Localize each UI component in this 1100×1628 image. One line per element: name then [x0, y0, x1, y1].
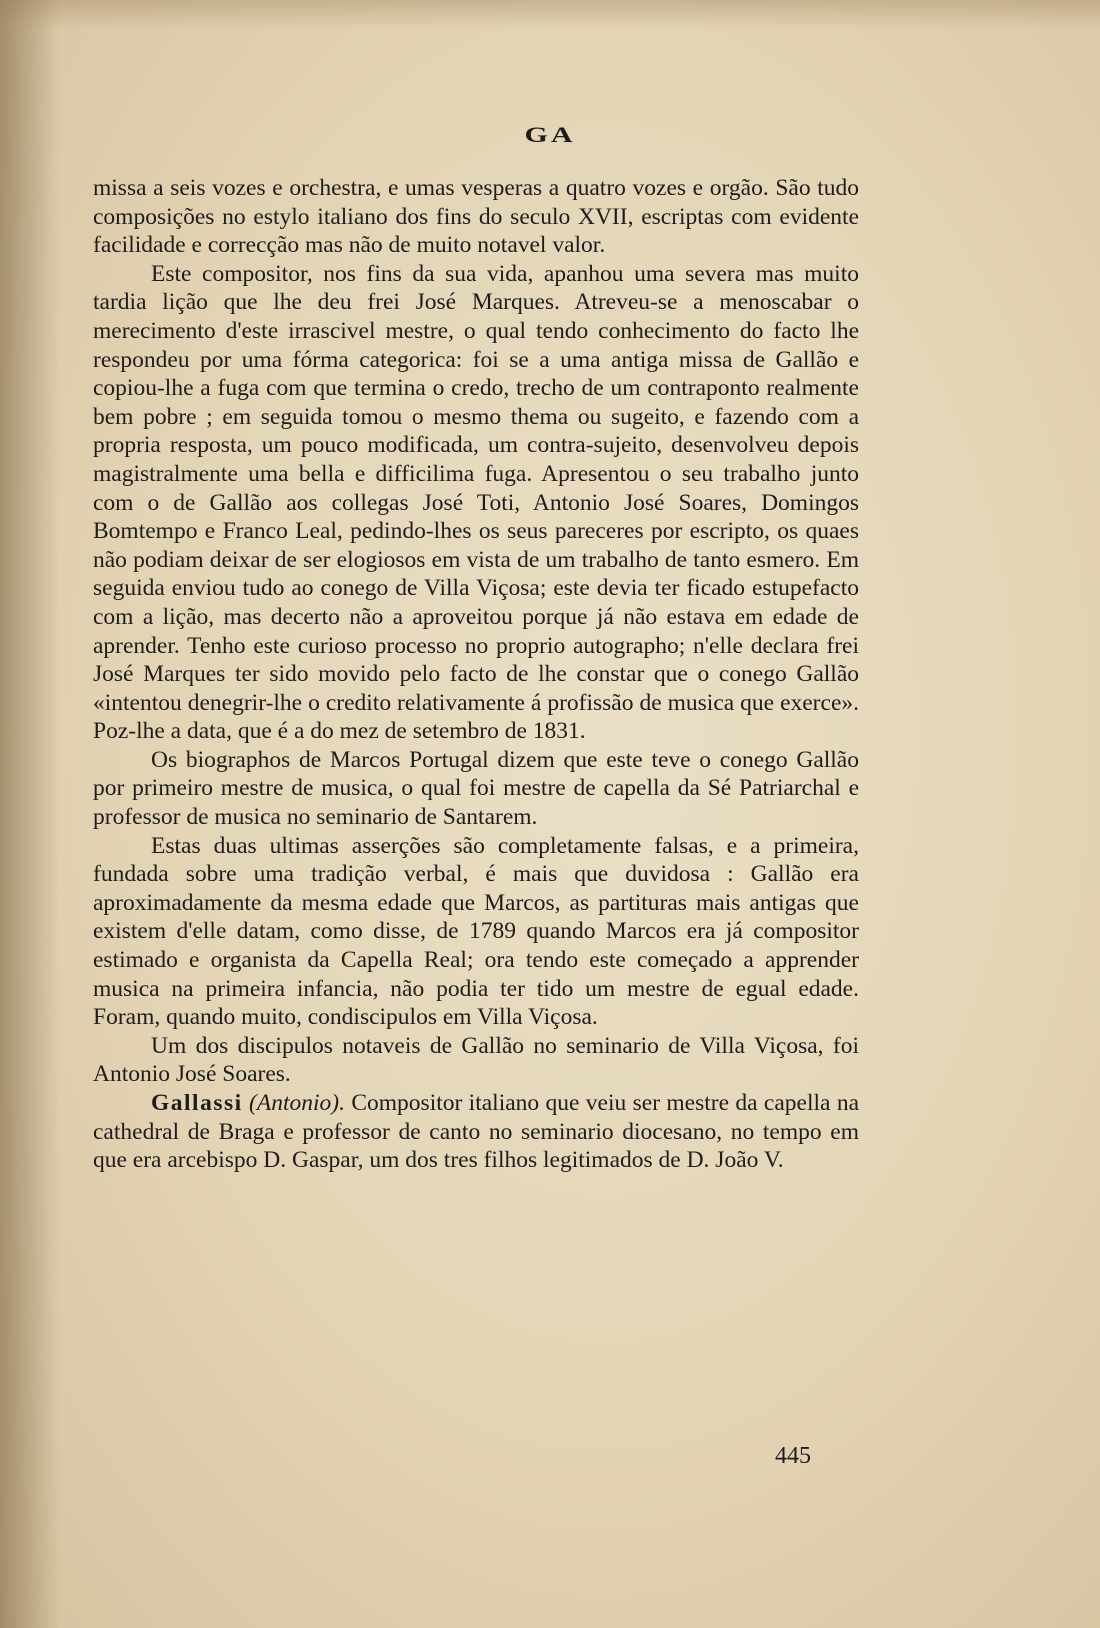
top-edge-shadow — [0, 0, 1100, 30]
entry-subname: (Antonio). — [249, 1090, 345, 1116]
entry-text: Compositor italiano que veiu ser mestre da capella na cathedral de Braga e professor de canto no seminario diocesano, no tempo em que era arcebispo D. Gaspar, um dos tres filhos legitimados de D. João V. — [93, 1090, 859, 1174]
running-header: GA — [524, 122, 576, 147]
dictionary-entry — [93, 1089, 859, 1175]
paragraph-2: Este compositor, nos fins da sua vida, apanhou uma severa mas muito tardia lição que lhe deu frei José Marques. Atreveu-se a menoscabar o merecimento d'este irrascivel mestre, o qual tendo conhecimento do facto lhe respondeu por uma fórma categorica: foi se a uma antiga missa de Gallão e copiou-lhe a fuga com que termina o credo, trecho de um contraponto realmente bem pobre ; em seguida tomou o mesmo thema ou sugeito, e fazendo com a propria resposta, um pouco modificada, um contra-sujeito, desenvolveu depois magistralmente uma bella e difficilima fuga. Apresentou o seu trabalho junto com o de Gallão aos collegas José Toti, Antonio José Soares, Domingos Bomtempo e Franco Leal, pedindo-lhes os seus pareceres por escripto, os quaes não podiam deixar de ser elogiosos em vista de um trabalho de tanto esmero. Em seguida enviou tudo ao conego de Villa Viçosa; este devia ter ficado estupefacto com a lição, mas decerto não a aproveitou porque já não estava em edade de aprender. Tenho este curioso processo no proprio autographo; n'elle declara frei José Marques ter sido movido pelo facto de lhe constar que o conego Gallão «intentou denegrir-lhe o credito relativamente á profissão de musica que exerce». Poz-lhe a data, que é a do mez de setembro de 1831. — [93, 260, 859, 745]
entry-headword: Gallassi — [151, 1090, 243, 1116]
paragraph-3: Os biographos de Marcos Portugal dizem que este teve o conego Gallão por primeiro mestre de musica, o qual foi mestre de capella da Sé Patriarchal e professor de musica no seminario de Santarem. — [93, 746, 859, 831]
paragraph-5: Um dos discipulos notaveis de Gallão no seminario de Villa Viçosa, foi Antonio José Soares. — [93, 1032, 859, 1088]
paragraph-1: missa a seis vozes e orchestra, e umas vesperas a quatro vozes e orgão. São tudo composições no estylo italiano dos fins do seculo XVII, escriptas com evidente facilidade e correcção mas não de muito notavel valor. — [93, 175, 859, 259]
page-number: 445 — [775, 1443, 811, 1469]
binding-shadow — [0, 0, 60, 1628]
paragraph-4: Estas duas ultimas asserções são completamente falsas, e a primeira, fundada sobre uma tradição verbal, é mais que duvidosa : Gallão era aproximadamente da mesma edade que Marcos, as partituras mais antigas que existem d'elle datam, como disse, de 1789 quando Marcos era já compositor estimado e organista da Capella Real; ora tendo este começado a apprender musica na primeira infancia, não podia ter tido um mestre de egual edade. Foram, quando muito, condiscipulos em Villa Viçosa. — [93, 832, 859, 1031]
body-text — [93, 174, 859, 1175]
